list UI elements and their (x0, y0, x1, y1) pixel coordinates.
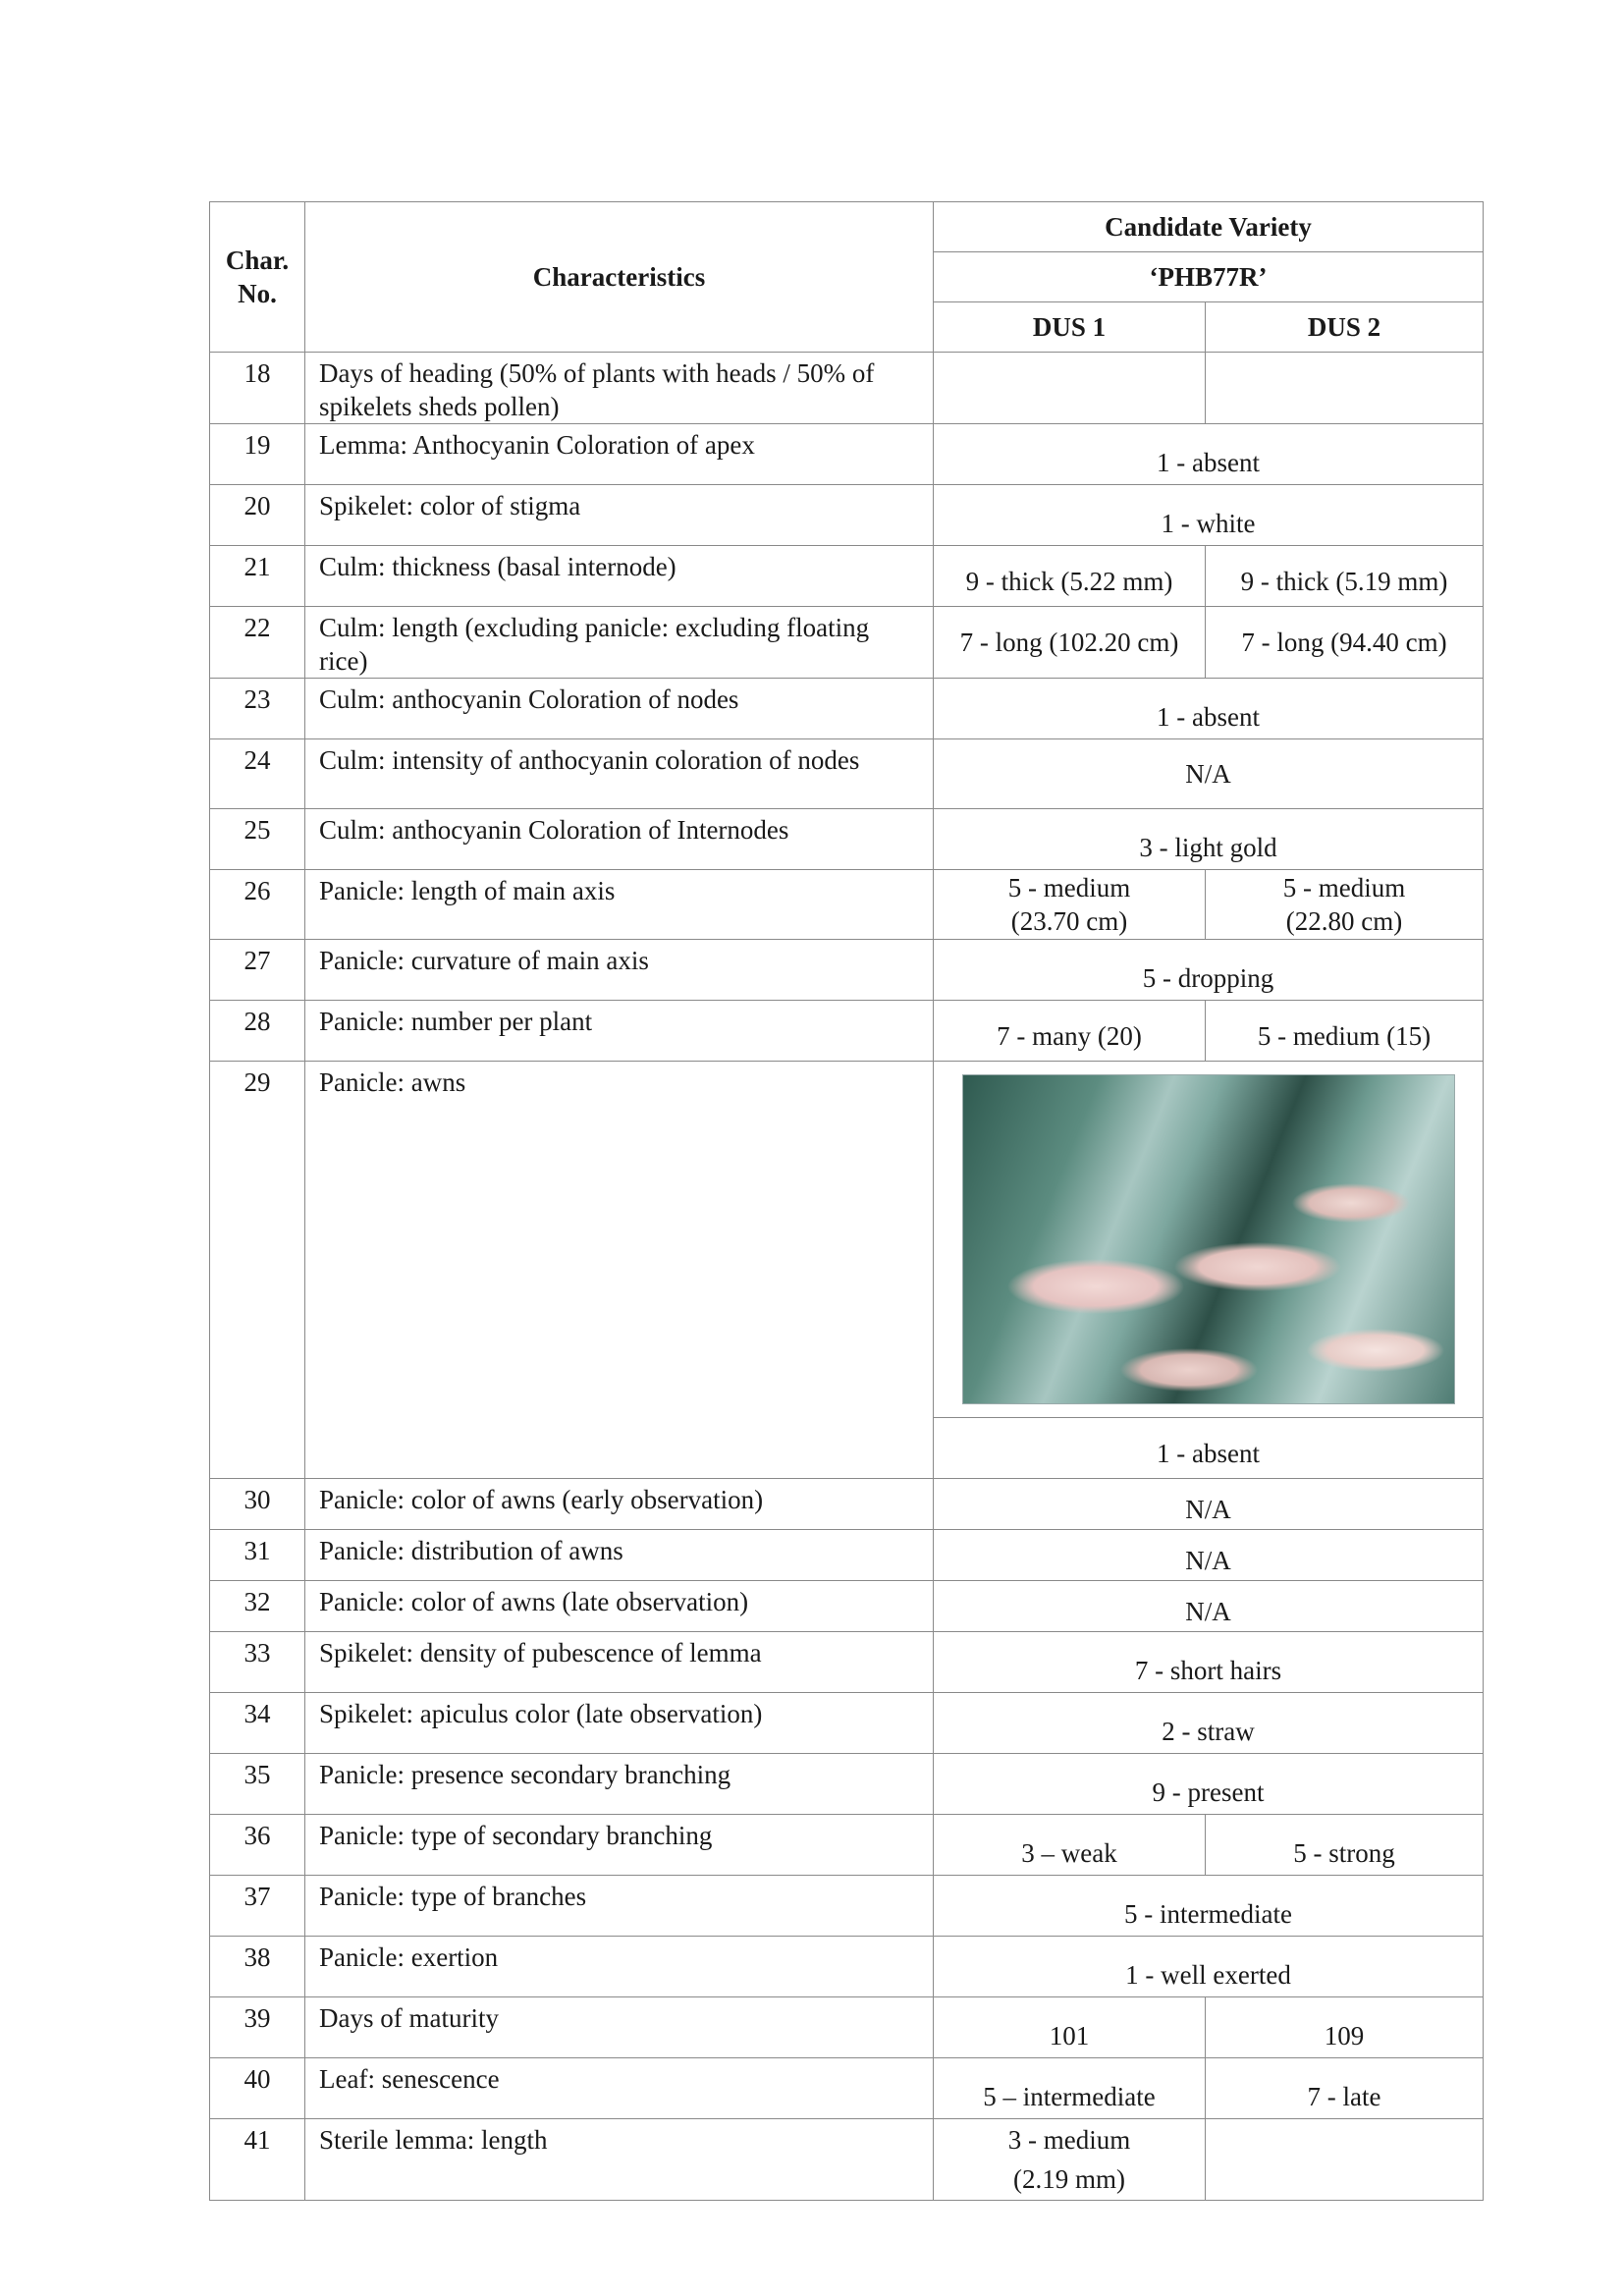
table-row (210, 739, 1484, 809)
table-row (210, 1997, 1484, 2058)
table-row (210, 485, 1484, 546)
row-number: 38 (210, 1937, 305, 1997)
table-row (210, 809, 1484, 870)
header-candidate-variety: Candidate Variety (934, 202, 1484, 252)
row-combined-value: N/A (934, 1530, 1484, 1581)
row-characteristic: Panicle: curvature of main axis (305, 940, 934, 1001)
dus-characteristics-table (209, 201, 1484, 2201)
rice-panicle-photo (962, 1074, 1455, 1404)
table-row (210, 546, 1484, 607)
table-row (210, 679, 1484, 739)
table-row (210, 1876, 1484, 1937)
row-dus2-value: 5 - strong (1206, 1815, 1484, 1876)
row-number: 21 (210, 546, 305, 607)
header-characteristics: Characteristics (305, 202, 934, 353)
row-combined-value: 3 - light gold (934, 809, 1484, 870)
row-characteristic: Culm: anthocyanin Coloration of nodes (305, 679, 934, 739)
row-number: 29 (210, 1062, 305, 1479)
row-combined-value: 7 - short hairs (934, 1632, 1484, 1693)
header-char-no (210, 202, 305, 353)
row-number: 31 (210, 1530, 305, 1581)
panicle-photo-cell (934, 1062, 1484, 1418)
table-row (210, 1581, 1484, 1632)
row-characteristic: Panicle: color of awns (late observation) (305, 1581, 934, 1632)
row-characteristic: Panicle: presence secondary branching (305, 1754, 934, 1815)
row-characteristic: Panicle: length of main axis (305, 870, 934, 940)
row-dus1-value (934, 353, 1206, 424)
table-row (210, 1632, 1484, 1693)
row-number: 37 (210, 1876, 305, 1937)
row-number: 28 (210, 1001, 305, 1062)
table-row (210, 2058, 1484, 2119)
row-characteristic: Sterile lemma: length (305, 2119, 934, 2201)
row-characteristic: Panicle: color of awns (early observation) (305, 1479, 934, 1530)
row-characteristic: Culm: thickness (basal internode) (305, 546, 934, 607)
row-characteristic: Leaf: senescence (305, 2058, 934, 2119)
row-number: 34 (210, 1693, 305, 1754)
row-combined-value: 1 - absent (934, 679, 1484, 739)
row-characteristic: Panicle: awns (305, 1062, 934, 1479)
row-combined-value: 5 - intermediate (934, 1876, 1484, 1937)
table-row (210, 2119, 1484, 2201)
row-characteristic: Panicle: exertion (305, 1937, 934, 1997)
row-number: 32 (210, 1581, 305, 1632)
row-characteristic: Spikelet: apiculus color (late observation) (305, 1693, 934, 1754)
row-number: 35 (210, 1754, 305, 1815)
row-characteristic: Spikelet: color of stigma (305, 485, 934, 546)
table-row (210, 1479, 1484, 1530)
row-dus2-value (1206, 2119, 1484, 2201)
row-dus2-value: 9 - thick (5.19 mm) (1206, 546, 1484, 607)
header-char-no-text: Char. No. (225, 246, 290, 308)
row-combined-value: 1 - absent (934, 424, 1484, 485)
row-number: 33 (210, 1632, 305, 1693)
row-dus1-value: 5 – intermediate (934, 2058, 1206, 2119)
row-combined-value: 1 - absent (934, 1418, 1484, 1479)
row-dus2-value: 5 - medium (15) (1206, 1001, 1484, 1062)
row-combined-value: 5 - dropping (934, 940, 1484, 1001)
row-characteristic: Culm: length (excluding panicle: excluding floating rice) (305, 607, 934, 679)
header-variety-name: ‘PHB77R’ (934, 252, 1484, 302)
row-dus1-value: 101 (934, 1997, 1206, 2058)
table-row (210, 1530, 1484, 1581)
header-dus2: DUS 2 (1206, 302, 1484, 353)
row-dus1-value: 5 - medium (23.70 cm) (934, 870, 1206, 940)
table-row (210, 870, 1484, 940)
row-number: 27 (210, 940, 305, 1001)
row-combined-value: 2 - straw (934, 1693, 1484, 1754)
row-characteristic: Days of heading (50% of plants with heads / 50% of spikelets sheds pollen) (305, 353, 934, 424)
row-characteristic: Lemma: Anthocyanin Coloration of apex (305, 424, 934, 485)
row-dus2-value: 5 - medium (22.80 cm) (1206, 870, 1484, 940)
header-dus1: DUS 1 (934, 302, 1206, 353)
row-number: 40 (210, 2058, 305, 2119)
row-dus2-value: 7 - late (1206, 2058, 1484, 2119)
row-number: 36 (210, 1815, 305, 1876)
row-number: 30 (210, 1479, 305, 1530)
table-row (210, 1815, 1484, 1876)
row-number: 23 (210, 679, 305, 739)
table-row (210, 607, 1484, 679)
row-number: 25 (210, 809, 305, 870)
row-number: 19 (210, 424, 305, 485)
row-combined-value: 9 - present (934, 1754, 1484, 1815)
row-characteristic: Panicle: distribution of awns (305, 1530, 934, 1581)
row-characteristic: Culm: intensity of anthocyanin coloration of nodes (305, 739, 934, 809)
row-characteristic: Panicle: number per plant (305, 1001, 934, 1062)
row-dus2-value: 109 (1206, 1997, 1484, 2058)
row-dus1-value: 3 – weak (934, 1815, 1206, 1876)
row-combined-value: N/A (934, 1479, 1484, 1530)
table-row (210, 1693, 1484, 1754)
table-row (210, 1754, 1484, 1815)
row-dus1-value: 7 - many (20) (934, 1001, 1206, 1062)
row-number: 18 (210, 353, 305, 424)
row-combined-value: N/A (934, 1581, 1484, 1632)
row-number: 20 (210, 485, 305, 546)
row-characteristic: Days of maturity (305, 1997, 934, 2058)
row-number: 26 (210, 870, 305, 940)
row-number: 39 (210, 1997, 305, 2058)
row-number: 22 (210, 607, 305, 679)
row-dus1-value: 3 - medium (2.19 mm) (934, 2119, 1206, 2201)
row-dus1-value: 7 - long (102.20 cm) (934, 607, 1206, 679)
row-characteristic: Culm: anthocyanin Coloration of Internodes (305, 809, 934, 870)
row-dus1-value: 9 - thick (5.22 mm) (934, 546, 1206, 607)
row-combined-value: N/A (934, 739, 1484, 809)
row-number: 24 (210, 739, 305, 809)
row-characteristic: Panicle: type of secondary branching (305, 1815, 934, 1876)
table-row (210, 940, 1484, 1001)
table-row (210, 1062, 1484, 1418)
table-row (210, 1001, 1484, 1062)
row-number: 41 (210, 2119, 305, 2201)
row-characteristic: Panicle: type of branches (305, 1876, 934, 1937)
row-dus2-value (1206, 353, 1484, 424)
row-characteristic: Spikelet: density of pubescence of lemma (305, 1632, 934, 1693)
row-combined-value: 1 - well exerted (934, 1937, 1484, 1997)
row-combined-value: 1 - white (934, 485, 1484, 546)
table-row (210, 424, 1484, 485)
row-dus2-value: 7 - long (94.40 cm) (1206, 607, 1484, 679)
table-row (210, 353, 1484, 424)
table-row (210, 1937, 1484, 1997)
